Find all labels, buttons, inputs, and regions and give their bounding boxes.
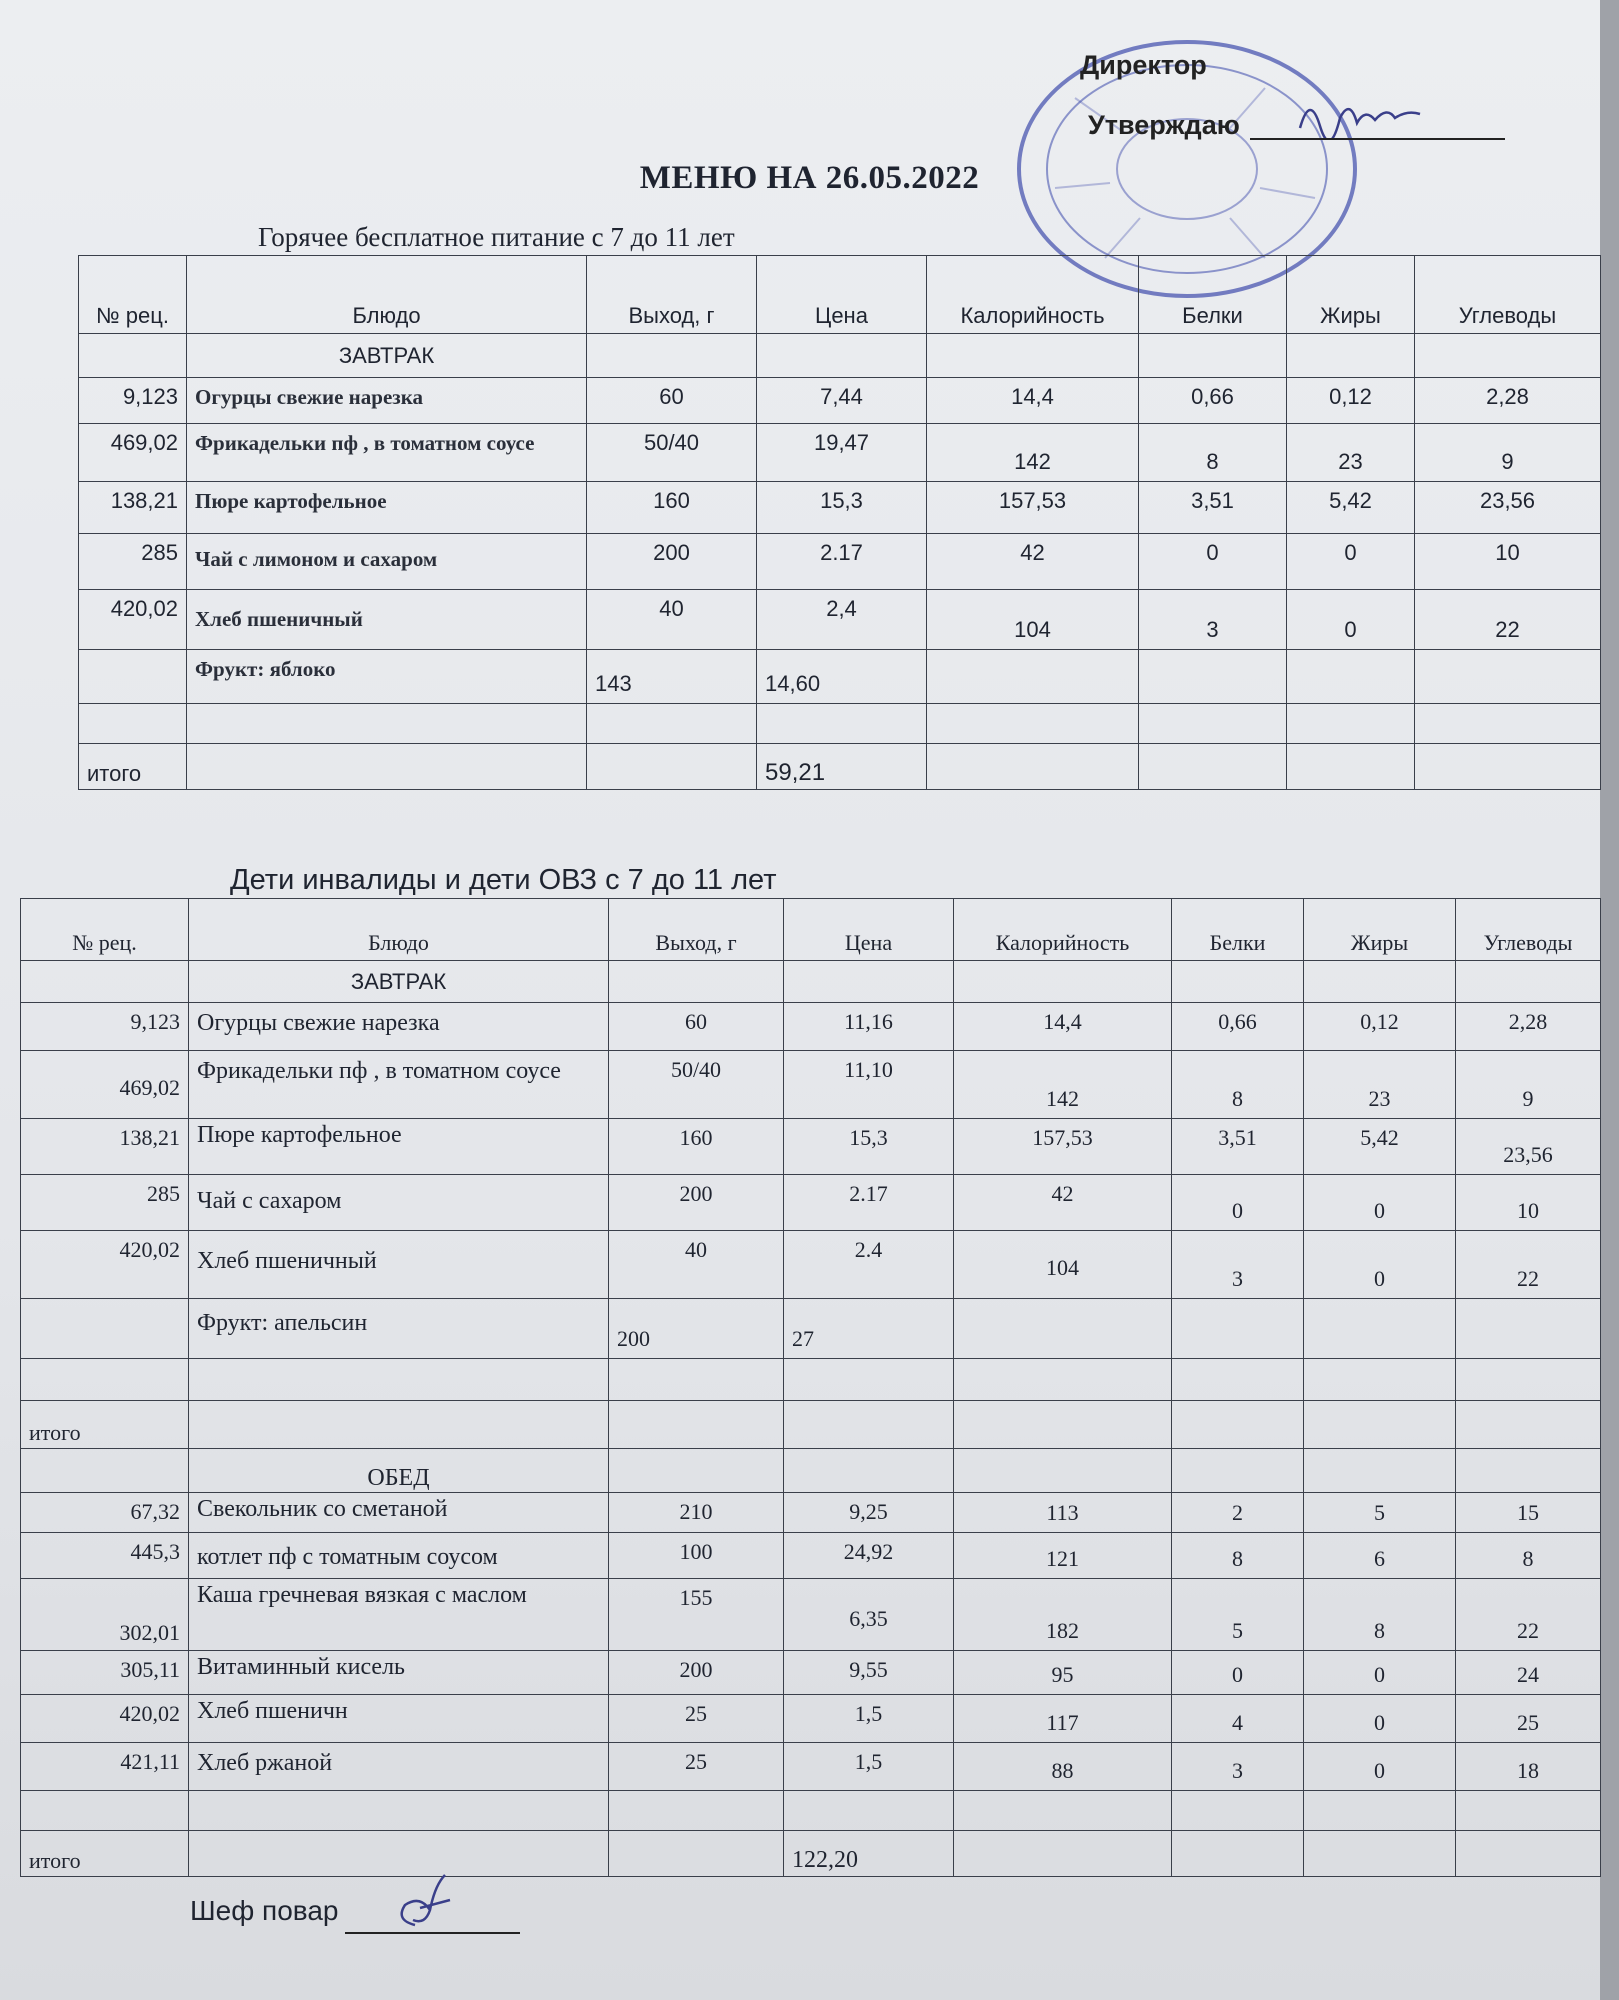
table-row [79,534,1601,590]
director-signature [1295,88,1425,138]
chef-signature [385,1870,465,1932]
col-header: Выход, г [587,256,757,334]
page-title: МЕНЮ НА 26.05.2022 [639,160,980,196]
recipe-number: 420,02 [21,1231,189,1299]
price: 15,3 [757,482,927,534]
calories: 117 [954,1695,1172,1743]
calories: 113 [954,1493,1172,1533]
total-row [21,1831,1601,1877]
table-header-row [79,256,1601,334]
approve-label: Утверждаю [1088,110,1240,140]
col-header: Выход, г [609,899,784,961]
recipe-number: 138,21 [79,482,187,534]
calories: 157,53 [927,482,1139,534]
proteins: 3,51 [1172,1119,1304,1175]
dish-name: Свекольник со сметаной [189,1493,609,1533]
fats: 0 [1304,1231,1456,1299]
dish-name: Хлеб пшеничный [189,1231,609,1299]
col-header: Углеводы [1415,256,1601,334]
table-row [21,1003,1601,1051]
calories: 42 [927,534,1139,590]
table-row [79,650,1601,704]
price: 2,4 [757,590,927,650]
table-row [21,1579,1601,1651]
approve-signature-line [1250,138,1505,140]
calories: 88 [954,1743,1172,1791]
carbs: 22 [1415,590,1601,650]
fats: 23 [1287,424,1415,482]
dish-name: Фрикадельки пф , в томатном соусе [187,424,587,482]
table-row [21,1493,1601,1533]
meal-label: ЗАВТРАК [187,334,587,378]
table-row [21,1651,1601,1695]
carbs: 22 [1456,1231,1601,1299]
calories: 104 [954,1231,1172,1299]
proteins: 4 [1172,1695,1304,1743]
recipe-number: 469,02 [21,1051,189,1119]
proteins: 8 [1139,424,1287,482]
empty-row [21,1791,1601,1831]
price: 9,55 [784,1651,954,1695]
carbs: 2,28 [1456,1003,1601,1051]
portion: 210 [609,1493,784,1533]
portion: 160 [587,482,757,534]
col-header: № рец. [21,899,189,961]
recipe-number: 285 [21,1175,189,1231]
section-row [79,334,1601,378]
price: 2.17 [784,1175,954,1231]
price: 27 [784,1299,954,1359]
fats: 0 [1287,534,1415,590]
recipe-number: 302,01 [21,1579,189,1651]
dish-name: Хлеб ржаной [189,1743,609,1791]
recipe-number: 138,21 [21,1119,189,1175]
calories: 182 [954,1579,1172,1651]
fats: 0 [1304,1695,1456,1743]
proteins: 0,66 [1139,378,1287,424]
portion: 200 [609,1175,784,1231]
dish-name: Огурцы свежие нарезка [189,1003,609,1051]
price: 1,5 [784,1743,954,1791]
price: 24,92 [784,1533,954,1579]
calories: 121 [954,1533,1172,1579]
proteins: 5 [1172,1579,1304,1651]
fats: 5,42 [1304,1119,1456,1175]
page-edge [1600,0,1619,2000]
table-row [21,1299,1601,1359]
table-row [79,378,1601,424]
fats: 0,12 [1287,378,1415,424]
recipe-number [79,650,187,704]
portion: 200 [609,1299,784,1359]
total-label: итого [21,1831,189,1877]
table-row [21,1119,1601,1175]
col-header: Цена [757,256,927,334]
empty-row [79,704,1601,744]
proteins: 8 [1172,1533,1304,1579]
recipe-number [21,1299,189,1359]
carbs: 23,56 [1415,482,1601,534]
price: 15,3 [784,1119,954,1175]
recipe-number: 421,11 [21,1743,189,1791]
portion: 25 [609,1743,784,1791]
dish-name: котлет пф с томатным соусом [189,1533,609,1579]
proteins: 3 [1139,590,1287,650]
price: 7,44 [757,378,927,424]
recipe-number: 469,02 [79,424,187,482]
carbs: 18 [1456,1743,1601,1791]
fats: 0 [1304,1175,1456,1231]
fats: 0,12 [1304,1003,1456,1051]
price: 9,25 [784,1493,954,1533]
proteins: 8 [1172,1051,1304,1119]
proteins: 2 [1172,1493,1304,1533]
dish-name: Хлеб пшеничный [187,590,587,650]
director-label: Директор [1080,50,1207,80]
col-header: Углеводы [1456,899,1601,961]
portion: 25 [609,1695,784,1743]
proteins: 3,51 [1139,482,1287,534]
calories: 95 [954,1651,1172,1695]
carbs: 8 [1456,1533,1601,1579]
section1-subtitle: Горячее бесплатное питание с 7 до 11 лет [258,222,735,252]
carbs: 2,28 [1415,378,1601,424]
carbs: 25 [1456,1695,1601,1743]
col-header: Блюдо [187,256,587,334]
total-row [79,744,1601,790]
recipe-number: 285 [79,534,187,590]
col-header: Белки [1139,256,1287,334]
price: 11,10 [784,1051,954,1119]
fats: 5,42 [1287,482,1415,534]
col-header: Цена [784,899,954,961]
recipe-number: 420,02 [21,1695,189,1743]
carbs: 10 [1415,534,1601,590]
price: 19,47 [757,424,927,482]
dish-name: Фрикадельки пф , в томатном соусе [189,1051,609,1119]
portion: 200 [587,534,757,590]
fats: 0 [1287,590,1415,650]
carbs: 9 [1415,424,1601,482]
table-row [21,1231,1601,1299]
dish-name: Каша гречневая вязкая с маслом [189,1579,609,1651]
total-label: итого [21,1401,189,1449]
section-row [21,961,1601,1003]
table-row [79,424,1601,482]
calories: 142 [954,1051,1172,1119]
table-row [21,1175,1601,1231]
calories: 42 [954,1175,1172,1231]
portion: 50/40 [587,424,757,482]
fats: 6 [1304,1533,1456,1579]
recipe-number: 305,11 [21,1651,189,1695]
meal-label: ЗАВТРАК [189,961,609,1003]
chef-signature-line [345,1932,520,1934]
menu-table-free-meals [78,255,1601,790]
portion: 200 [609,1651,784,1695]
total-price: 122,20 [784,1831,954,1877]
section-row [21,1449,1601,1493]
recipe-number: 67,32 [21,1493,189,1533]
fats: 0 [1304,1743,1456,1791]
recipe-number: 420,02 [79,590,187,650]
table-row [21,1743,1601,1791]
menu-table-disabled-children [20,898,1601,1877]
section2-subtitle: Дети инвалиды и дети ОВЗ с 7 до 11 лет [230,864,777,896]
portion: 155 [609,1579,784,1651]
fats: 23 [1304,1051,1456,1119]
carbs: 10 [1456,1175,1601,1231]
carbs: 24 [1456,1651,1601,1695]
chef-label: Шеф повар [190,1895,339,1926]
carbs: 9 [1456,1051,1601,1119]
fats: 0 [1304,1651,1456,1695]
proteins: 0 [1172,1175,1304,1231]
calories: 157,53 [954,1119,1172,1175]
col-header: Жиры [1304,899,1456,961]
portion: 60 [609,1003,784,1051]
recipe-number: 9,123 [21,1003,189,1051]
dish-name: Витаминный кисель [189,1651,609,1695]
proteins: 0,66 [1172,1003,1304,1051]
col-header: Жиры [1287,256,1415,334]
proteins: 3 [1172,1743,1304,1791]
dish-name: Хлеб пшеничн [189,1695,609,1743]
dish-name: Пюре картофельное [187,482,587,534]
table-row [21,1533,1601,1579]
empty-row [21,1359,1601,1401]
total-price: 59,21 [757,744,927,790]
table-header-row [21,899,1601,961]
proteins: 0 [1172,1651,1304,1695]
fats: 8 [1304,1579,1456,1651]
col-header: № рец. [79,256,187,334]
calories: 14,4 [927,378,1139,424]
dish-name: Фрукт: апельсин [189,1299,609,1359]
dish-name: Чай с лимоном и сахаром [187,534,587,590]
carbs: 23,56 [1456,1119,1601,1175]
portion: 160 [609,1119,784,1175]
dish-name: Фрукт: яблоко [187,650,587,704]
portion: 50/40 [609,1051,784,1119]
portion: 100 [609,1533,784,1579]
meal-label: ОБЕД [189,1449,609,1493]
price: 1,5 [784,1695,954,1743]
col-header: Калорийность [954,899,1172,961]
calories: 104 [927,590,1139,650]
price: 6,35 [784,1579,954,1651]
fats: 5 [1304,1493,1456,1533]
portion: 60 [587,378,757,424]
recipe-number: 9,123 [79,378,187,424]
total-label: итого [79,744,187,790]
portion: 143 [587,650,757,704]
table-row [21,1051,1601,1119]
calories: 14,4 [954,1003,1172,1051]
proteins: 3 [1172,1231,1304,1299]
recipe-number: 445,3 [21,1533,189,1579]
carbs: 15 [1456,1493,1601,1533]
portion: 40 [609,1231,784,1299]
carbs: 22 [1456,1579,1601,1651]
total-row [21,1401,1601,1449]
table-row [21,1695,1601,1743]
price: 2.4 [784,1231,954,1299]
price: 11,16 [784,1003,954,1051]
dish-name: Чай с сахаром [189,1175,609,1231]
table-row [79,590,1601,650]
price: 2.17 [757,534,927,590]
price: 14,60 [757,650,927,704]
proteins: 0 [1139,534,1287,590]
calories: 142 [927,424,1139,482]
dish-name: Пюре картофельное [189,1119,609,1175]
col-header: Белки [1172,899,1304,961]
col-header: Блюдо [189,899,609,961]
portion: 40 [587,590,757,650]
col-header: Калорийность [927,256,1139,334]
dish-name: Огурцы свежие нарезка [187,378,587,424]
table-row [79,482,1601,534]
